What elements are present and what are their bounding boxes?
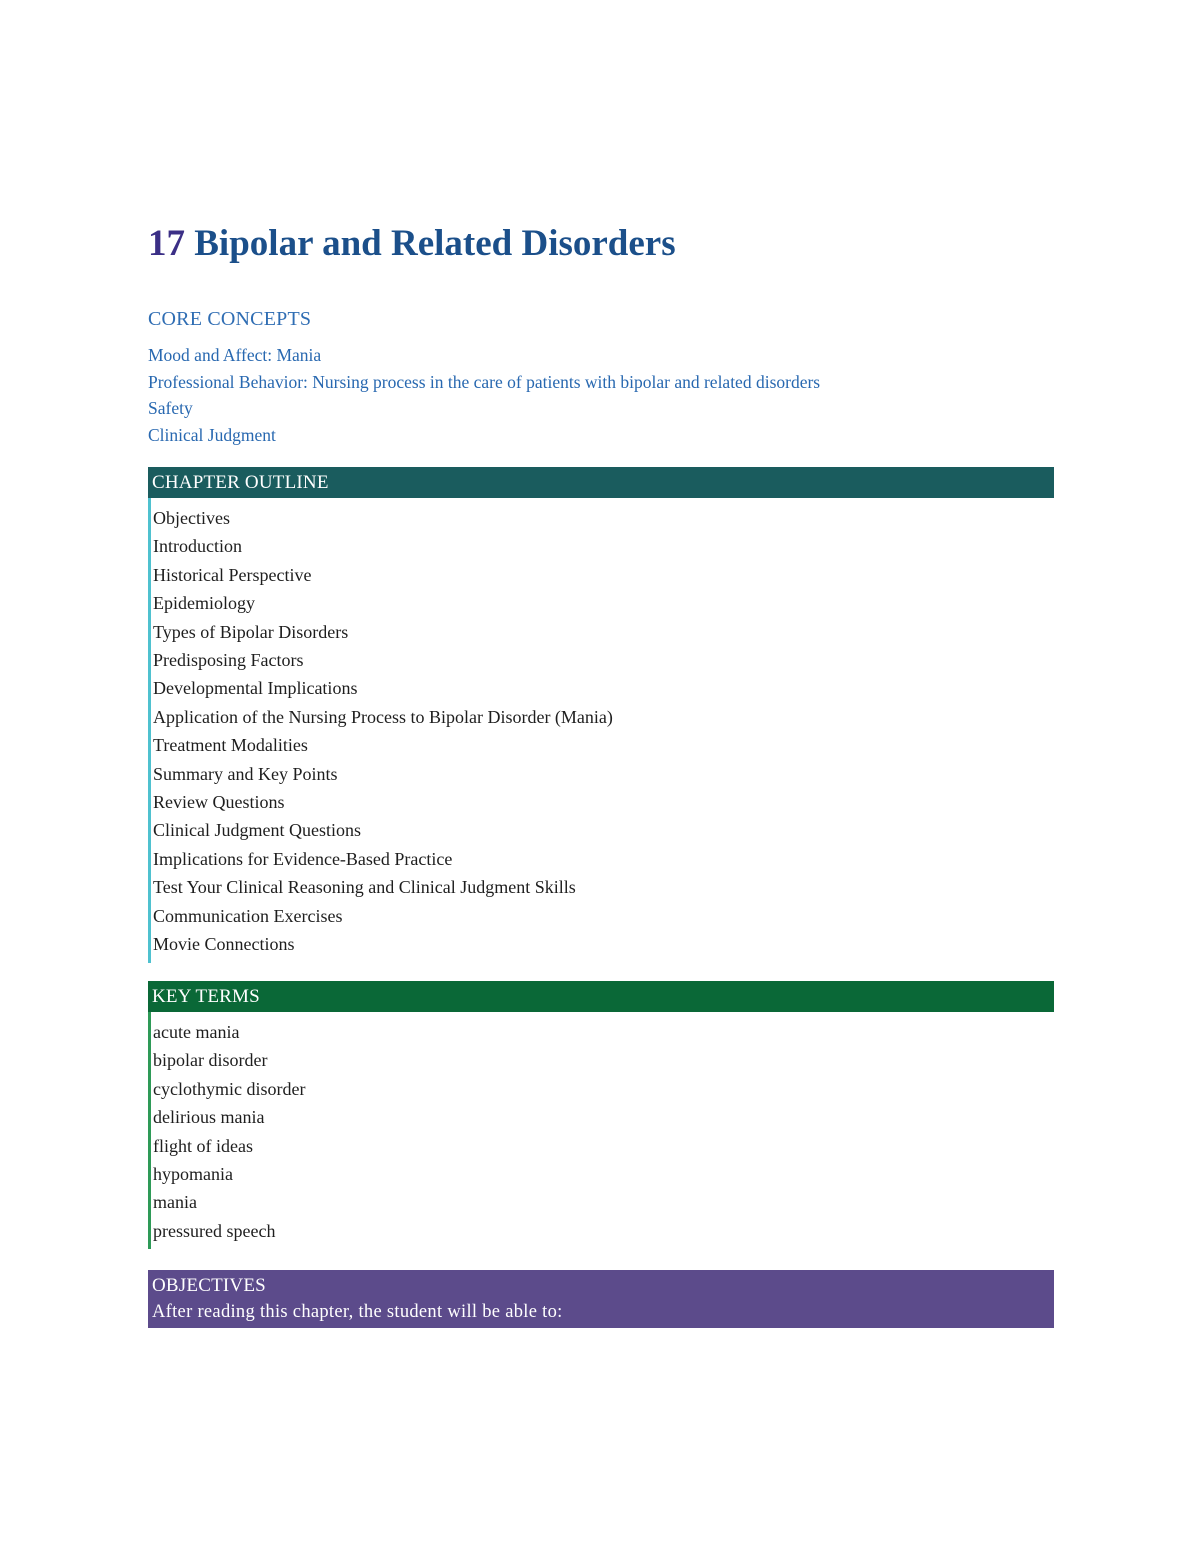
core-concepts-section: [148, 306, 1054, 448]
key-terms-section: [148, 981, 1054, 1249]
outline-item: Developmental Implications: [153, 678, 358, 699]
outline-item: Application of the Nursing Process to Bipolar Disorder (Mania): [153, 706, 613, 727]
outline-item: Historical Perspective: [153, 564, 312, 585]
outline-item: Epidemiology: [153, 593, 255, 614]
objectives-section: [148, 1270, 1054, 1328]
core-concept-item: Mood and Affect: Mania: [148, 345, 322, 365]
key-term-item: pressured speech: [153, 1220, 276, 1241]
outline-item: Types of Bipolar Disorders: [153, 621, 349, 642]
core-concepts-list: [148, 342, 1054, 448]
outline-item: Test Your Clinical Reasoning and Clinical Judgment Skills: [153, 877, 576, 898]
chapter-title: [148, 222, 676, 266]
key-term-item: hypomania: [153, 1164, 233, 1185]
outline-item: Objectives: [153, 508, 230, 528]
key-term-item: acute mania: [153, 1022, 240, 1042]
key-terms-list: [153, 1018, 1054, 1245]
outline-item: Movie Connections: [153, 934, 295, 955]
chapter-outline-section: [148, 467, 1054, 963]
outline-item: Implications for Evidence-Based Practice: [153, 848, 453, 869]
core-concept-item: Clinical Judgment: [148, 424, 276, 445]
objectives-box: [148, 1270, 1054, 1328]
key-term-item: bipolar disorder: [153, 1050, 268, 1071]
outline-item: Communication Exercises: [153, 905, 343, 926]
outline-item: Treatment Modalities: [153, 735, 308, 756]
core-concepts-heading: CORE CONCEPTS: [148, 308, 312, 330]
chapter-title-text: Bipolar and Related Disorders: [194, 223, 676, 264]
key-term-item: flight of ideas: [153, 1135, 253, 1156]
key-terms-heading: KEY TERMS: [148, 981, 1054, 1012]
outline-item: Introduction: [153, 536, 242, 557]
outline-item: Review Questions: [153, 792, 285, 813]
outline-item: Predisposing Factors: [153, 650, 304, 671]
chapter-outline-list: [153, 504, 1054, 959]
outline-item: Clinical Judgment Questions: [153, 820, 361, 841]
key-term-item: delirious mania: [153, 1107, 265, 1128]
objectives-intro: After reading this chapter, the student will be able to:: [152, 1302, 563, 1322]
core-concept-item: Professional Behavior: Nursing process in the care of patients with bipolar and related disorders: [148, 371, 821, 392]
outline-item: Summary and Key Points: [153, 763, 338, 784]
core-concept-item: Safety: [148, 398, 193, 418]
key-term-item: mania: [153, 1192, 197, 1213]
chapter-number: 17: [148, 223, 185, 264]
objectives-heading: OBJECTIVES: [152, 1275, 266, 1296]
chapter-outline-body: [148, 498, 1054, 963]
chapter-outline-heading: CHAPTER OUTLINE: [148, 467, 1054, 498]
key-terms-body: [148, 1012, 1054, 1249]
key-term-item: cyclothymic disorder: [153, 1078, 306, 1099]
